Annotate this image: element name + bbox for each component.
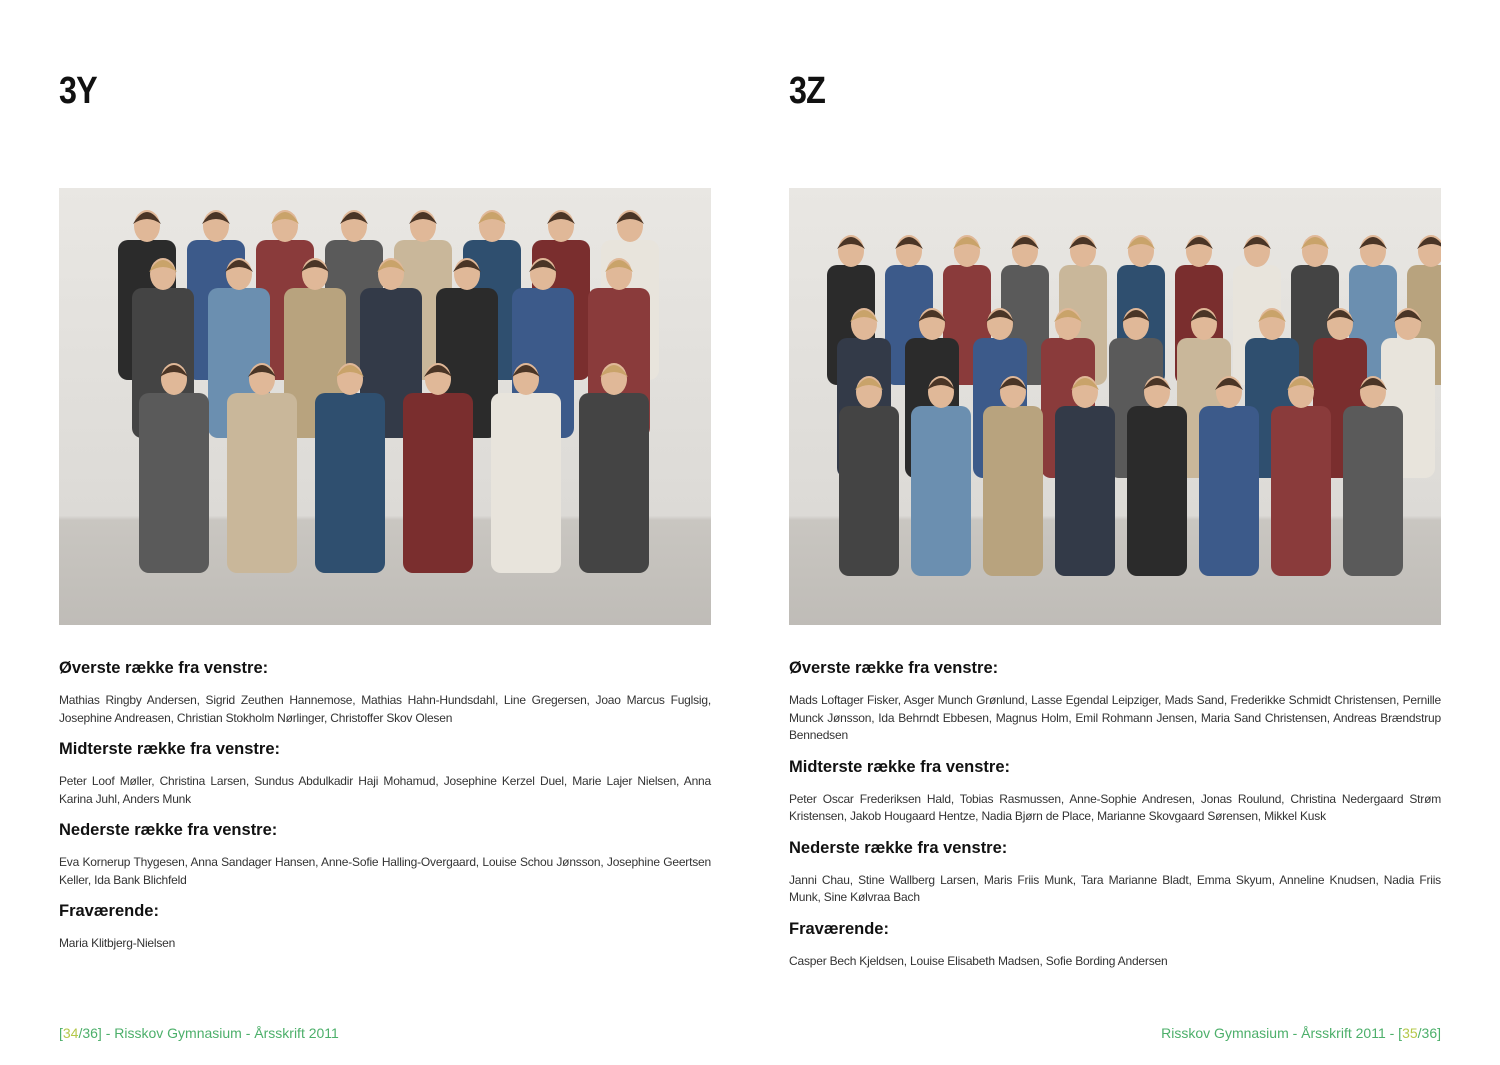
page-footer-right — [1161, 1025, 1441, 1041]
row-names: Mads Loftager Fisker, Asger Munch Grønlund, Lasse Egendal Leipziger, Mads Sand, Frederikke Schmidt Christensen, Pernille Munck Jønsson, Ida Behrndt Ebbesen, Magnus Holm, Emil Rohmann Jensen, Maria Sand Christensen, Andreas Brændstrup Bennedsen — [789, 693, 1441, 742]
person-silhouette — [1127, 406, 1187, 576]
person-silhouette — [1343, 406, 1403, 576]
row-heading: Nederste række fra venstre: — [59, 821, 278, 839]
row-heading: Fraværende: — [59, 902, 159, 920]
row-heading: Midterste række fra venstre: — [59, 740, 281, 758]
captions — [789, 658, 1441, 982]
person-silhouette — [403, 393, 473, 573]
group-photo-icon — [59, 188, 711, 625]
person-silhouette — [579, 393, 649, 573]
captions — [59, 658, 711, 965]
person-silhouette — [227, 393, 297, 573]
person-silhouette — [139, 393, 209, 573]
row-heading: Øverste række fra venstre: — [789, 659, 999, 677]
footer-text: /36] - Risskov Gymnasium - Årsskrift 2011 — [78, 1025, 339, 1041]
row-heading: Midterste række fra venstre: — [789, 757, 1011, 776]
person-silhouette — [983, 406, 1043, 576]
footer-text: Risskov Gymnasium - Årsskrift 2011 - [ — [1161, 1025, 1403, 1041]
page-footer-left — [59, 1025, 339, 1041]
row-names: Janni Chau, Stine Wallberg Larsen, Maris Friis Munk, Tara Marianne Bladt, Emma Skyum, Anneline Knudsen, Nadia Friis Munk, Sine Kølvraa Bach — [789, 872, 1441, 904]
row-names: Mathias Ringby Andersen, Sigrid Zeuthen Hannemose, Mathias Hahn-Hundsdahl, Line Gregersen, Joao Marcus Fuglsig, Josephine Andreasen, Christian Stokholm Nørlinger, Christoffer Skov Olesen — [59, 693, 711, 725]
person-silhouette — [1199, 406, 1259, 576]
row-heading: Øverste række fra venstre: — [59, 659, 269, 677]
row-names: Peter Loof Møller, Christina Larsen, Sundus Abdulkadir Haji Mohamud, Josephine Kerzel Duel, Marie Lajer Nielsen, Anna Karina Juhl, Anders Munk — [59, 774, 711, 806]
person-silhouette — [491, 393, 561, 573]
page-number: 35 — [1402, 1025, 1418, 1041]
footer-bracket: [ — [59, 1025, 63, 1041]
row-heading: Nederste række fra venstre: — [789, 838, 1008, 857]
person-silhouette — [1055, 406, 1115, 576]
row-heading: Fraværende: — [789, 919, 889, 938]
row-names: Casper Bech Kjeldsen, Louise Elisabeth Madsen, Sofie Bording Andersen — [789, 953, 1168, 968]
class-photo — [789, 188, 1441, 625]
class-title: 3Y — [59, 70, 97, 112]
person-silhouette — [911, 406, 971, 576]
group-photo-icon — [789, 188, 1441, 625]
person-silhouette — [315, 393, 385, 573]
row-names: Eva Kornerup Thygesen, Anna Sandager Hansen, Anne-Sofie Halling-Overgaard, Louise Schou Jønsson, Josephine Geertsen Keller, Ida Bank Blichfeld — [59, 855, 711, 887]
footer-text-end: /36] — [1417, 1025, 1441, 1041]
person-silhouette — [839, 406, 899, 576]
row-names: Peter Oscar Frederiksen Hald, Tobias Rasmussen, Anne-Sophie Andresen, Jonas Roulund, Christina Nedergaard Strøm Kristensen, Jakob Hougaard Hentze, Nadia Bjørn de Place, Marianne Skovgaard Sørensen, Mikkel Kusk — [789, 791, 1441, 823]
class-photo — [59, 188, 711, 625]
page-number: 34 — [62, 1025, 79, 1041]
class-title: 3Z — [789, 70, 826, 112]
person-silhouette — [1271, 406, 1331, 576]
row-names: Maria Klitbjerg-Nielsen — [59, 936, 176, 950]
